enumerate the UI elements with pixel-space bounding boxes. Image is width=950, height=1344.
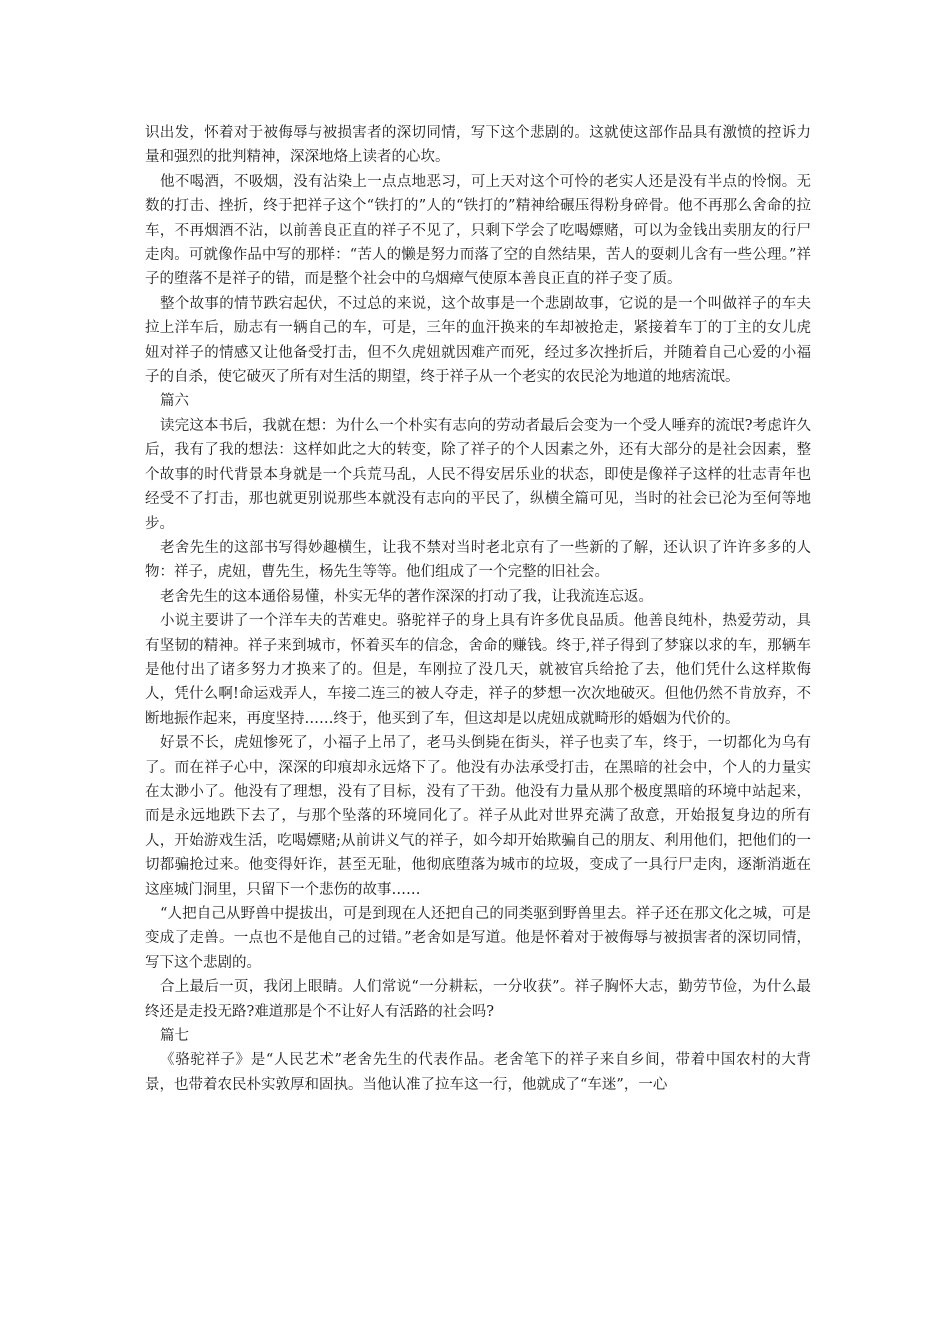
paragraph: 老舍先生的这部书写得妙趣横生，让我不禁对当时老北京有了一些新的了解，还认识了许许多多的人物：祥子，虎妞，曹先生，杨先生等等。他们组成了一个完整的旧社会。 xyxy=(145,539,811,581)
paragraph: 合上最后一页，我闭上眼睛。人们常说“一分耕耘，一分收获”。祥子胸怀大志，勤劳节俭，为什么最终还是走投无路?难道那是个不让好人有活路的社会吗? xyxy=(145,979,811,1020)
document-body xyxy=(145,121,811,1097)
paragraph: 整个故事的情节跌宕起伏，不过总的来说，这个故事是一个悲剧故事，它说的是一个叫做祥子的车夫拉上洋车后，励志有一辆自己的车，可是，三年的血汗换来的车却被抢走，紧接着车丁的丁主的女儿虎妞对祥子的情感又让他备受打击，但不久虎妞就因难产而死，经过多次挫折后，并随着自己心爱的小福子的自杀，使它破灭了所有对生活的期望，终于祥子从一个老实的农民沦为地道的地痞流氓。 xyxy=(145,295,811,386)
paragraph: 他不喝酒，不吸烟，没有沾染上一点点地恶习，可上天对这个可怜的老实人还是没有半点的怜悯。无数的打击、挫折，终于把祥子这个“铁打的”人的“铁打的”精神给碾压得粉身碎骨。他不再那么舍命的拉车，不再烟酒不沾，以前善良正直的祥子不见了，只剩下学会了吃喝嫖赌，可以为金钱出卖朋友的行尸走肉。可就像作品中写的那样：“苦人的懒是努力而落了空的自然结果，苦人的耍刺儿含有一些公理。”祥子的堕落不是祥子的错，而是整个社会中的乌烟瘴气使原本善良正直的祥子变了质。 xyxy=(145,173,811,288)
paragraph: 好景不长，虎妞惨死了，小福子上吊了，老马头倒毙在街头，祥子也卖了车，终于，一切都化为乌有了。而在祥子心中，深深的印痕却永远烙下了。他没有办法承受打击，在黑暗的社会中，个人的力量实在太渺小了。他没有了理想，没有了目标，没有了干劲。他没有力量从那个极度黑暗的环境中站起来，而是永远地跌下去了，与那个坠落的环境同化了。祥子从此对世界充满了敌意，开始报复身边的所有人，开始游戏生活，吃喝嫖赌;从前讲义气的祥子，如今却开始欺骗自己的朋友、利用他们，把他们的一切都骗抢过来。他变得奸诈，甚至无耻，他彻底堕落为城市的垃圾，变成了一具行尸走肉，逐渐消逝在这座城门洞里，只留下一个悲伤的故事…… xyxy=(145,735,811,898)
paragraph: 老舍先生的这本通俗易懂，朴实无华的著作深深的打动了我，让我流连忘返。 xyxy=(160,588,653,605)
paragraph: 《骆驼祥子》是“人民艺术”老舍先生的代表作品。老舍笔下的祥子来自乡间，带着中国农村的大背景，也带着农民朴实敦厚和固执。当他认准了拉车这一行，他就成了“车迷”，一心 xyxy=(145,1052,811,1093)
paragraph: “人把自己从野兽中提拔出，可是到现在人还把自己的同类驱到野兽里去。祥子还在那文化之城，可是变成了走兽。一点也不是他自己的过错。”老舍如是写道。他是怀着对于被侮辱与被损害者的深切同情，写下这个悲剧的。 xyxy=(145,906,811,971)
paragraph: 识出发，怀着对于被侮辱与被损害者的深切同情，写下这个悲剧的。这就使这部作品具有激愤的控诉力量和强烈的批判精神，深深地烙上读者的心坎。 xyxy=(145,125,811,166)
section-heading: 篇七 xyxy=(160,1028,189,1045)
section-heading: 篇六 xyxy=(160,393,189,410)
paragraph: 读完这本书后，我就在想：为什么一个朴实有志向的劳动者最后会变为一个受人唾弃的流氓?考虑许久后，我有了我的想法：这样如此之大的转变，除了祥子的个人因素之外，还有大部分的是社会因素，整个故事的时代背景本身就是一个兵荒马乱，人民不得安居乐业的状态，即使是像祥子这样的壮志青年也经受不了打击，那也就更别说那些本就没有志向的平民了，纵横全篇可见，当时的社会已沦为至何等地步。 xyxy=(145,417,811,532)
paragraph: 小说主要讲了一个洋车夫的苦难史。骆驼祥子的身上具有许多优良品质。他善良纯朴，热爱劳动，具有坚韧的精神。祥子来到城市，怀着买车的信念，舍命的赚钱。终于,祥子得到了梦寐以求的车，那辆车是他付出了诸多努力才换来了的。但是，车刚拉了没几天，就被官兵给抢了去，他们凭什么这样欺侮人，凭什么啊!命运戏弄人，车接二连三的被人夺走，祥子的梦想一次次地破灭。但他仍然不肯放弃，不断地振作起来，再度坚持……终于，他买到了车，但这却是以虎妞成就畸形的婚姻为代价的。 xyxy=(145,613,811,727)
